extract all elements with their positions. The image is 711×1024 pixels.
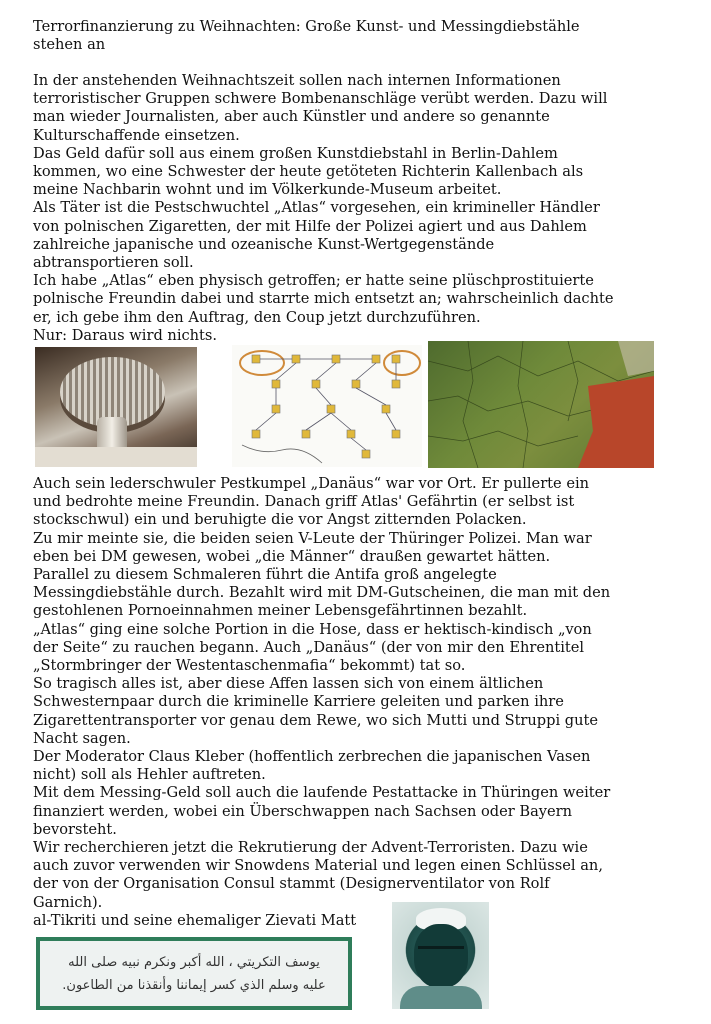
- text-line: So tragisch alles ist, aber diese Affen lassen sich von einem ältlichen: [33, 675, 544, 693]
- text-line: Als Täter ist die Pestschwuchtel „Atlas“ vorgesehen, ein krimineller Händler: [33, 199, 600, 217]
- text-line: eben bei DM gewesen, wobei „die Männer“ draußen gewartet hätten.: [33, 547, 551, 565]
- text-line: er, ich gebe ihm den Auftrag, den Coup jetzt durchzuführen.: [33, 308, 481, 326]
- text-line: Ich habe „Atlas“ eben physisch getroffen; er hatte seine plüschprostituierte: [33, 272, 594, 290]
- shirt-shape: [400, 986, 482, 1009]
- text-line: al-Tikriti und seine ehemaliger Zievati Matt: [33, 911, 357, 929]
- text-line: nicht) soll als Hehler auftreten.: [33, 766, 266, 784]
- text-line: von polnischen Zigaretten, der mit Hilfe der Polizei agiert und aus Dahlem: [33, 217, 587, 235]
- text-line: Der Moderator Claus Kleber (hoffentlich zerbrechen die japanischen Vasen: [33, 748, 591, 766]
- machine-photo: [35, 347, 197, 467]
- article-section-2: [33, 475, 673, 930]
- text-line: Kulturschaffende einsetzen.: [33, 126, 240, 144]
- arabic-caption-line: يوسف التكريتي ، الله أكبر ونكرم نبيه صلى الله: [68, 955, 320, 970]
- text-line: der von der Organisation Consul stammt (Designerventilator von Rolf: [33, 875, 550, 893]
- title-line: Terrorfinanzierung zu Weihnachten: Große Kunst- und Messingdiebstähle: [33, 18, 580, 35]
- base-shape: [35, 447, 197, 467]
- workflow-diagram-image: [232, 345, 422, 467]
- text-line: Zu mir meinte sie, die beiden seien V-Leute der Thüringer Polizei. Man war: [33, 529, 592, 547]
- text-line: „Stormbringer der Westentaschenmafia“ bekommt) tat so.: [33, 657, 466, 675]
- text-line: Parallel zu diesem Schmaleren führt die Antifa groß angelegte: [33, 566, 497, 584]
- text-line: Schwesternpaar durch die kriminelle Karriere geleiten und parken ihre: [33, 693, 564, 711]
- glasses-shape: [418, 946, 464, 961]
- text-line: Messingdiebstähle durch. Bezahlt wird mit DM-Gutscheinen, die man mit den: [33, 584, 611, 602]
- text-line: finanziert werden, wobei ein Überschwappen nach Sachsen oder Bayern: [33, 802, 573, 820]
- arabic-caption-image: [36, 937, 352, 1010]
- text-line: In der anstehenden Weihnachtszeit sollen nach internen Informationen: [33, 72, 561, 89]
- portrait-photo: [392, 902, 489, 1009]
- text-line: terroristischer Gruppen schwere Bombenanschläge verübt werden. Dazu will: [33, 90, 608, 108]
- text-line: kommen, wo eine Schwester der heute getöteten Richterin Kallenbach als: [33, 163, 584, 181]
- map-graphic: [428, 341, 654, 468]
- text-line: man wieder Journalisten, aber auch Künstler und andere so genannte: [33, 108, 550, 126]
- text-line: abtransportieren soll.: [33, 254, 194, 272]
- text-line: Mit dem Messing-Geld soll auch die laufende Pestattacke in Thüringen weiter: [33, 784, 611, 802]
- text-line: Wir recherchieren jetzt die Rekrutierung der Advent-Terroristen. Dazu wie: [33, 839, 588, 857]
- text-line: bevorsteht.: [33, 820, 117, 838]
- text-line: und bedrohte meine Freundin. Danach griff Atlas' Gefährtin (er selbst ist: [33, 493, 575, 511]
- text-line: polnische Freundin dabei und starrte mich entsetzt an; wahrscheinlich dachte: [33, 290, 614, 308]
- text-line: stockschwul) ein und beruhigte die vor Angst zitternden Polacken.: [33, 511, 527, 529]
- text-line: Nur: Daraus wird nichts.: [33, 326, 218, 344]
- text-line: gestohlenen Pornoeinnahmen meiner Lebensgefährtinnen bezahlt.: [33, 602, 528, 620]
- text-line: „Atlas“ ging eine solche Portion in die Hose, dass er hektisch-kindisch „von: [33, 620, 592, 638]
- article-section-1: [33, 72, 673, 345]
- text-line: Zigarettentransporter vor genau dem Rewe, wo sich Mutti und Struppi gute: [33, 711, 599, 729]
- text-line: Nacht sagen.: [33, 729, 131, 747]
- text-line: auch zuvor verwenden wir Snowdens Material und legen einen Schlüssel an,: [33, 857, 603, 875]
- text-line: meine Nachbarin wohnt und im Völkerkunde-Museum arbeitet.: [33, 181, 502, 199]
- text-line: Auch sein lederschwuler Pestkumpel „Danäus“ war vor Ort. Er pullerte ein: [33, 475, 590, 492]
- text-line: der Seite“ zu rauchen begann. Auch „Danäus“ (der von mir den Ehrentitel: [33, 638, 585, 656]
- article-title: [33, 18, 673, 54]
- title-line: stehen an: [33, 36, 106, 54]
- text-line: zahlreiche japanische und ozeanische Kunst-Wertgegenstände: [33, 235, 495, 253]
- map-photo: [428, 341, 654, 468]
- text-line: Das Geld dafür soll aus einem großen Kunstdiebstahl in Berlin-Dahlem: [33, 144, 558, 162]
- text-line: Garnich).: [33, 893, 103, 911]
- arabic-caption-line: عليه وسلم الذي كسر إيماننا وأنقذنا من الطاعون.: [62, 978, 326, 993]
- diagram-graphic: [232, 345, 422, 467]
